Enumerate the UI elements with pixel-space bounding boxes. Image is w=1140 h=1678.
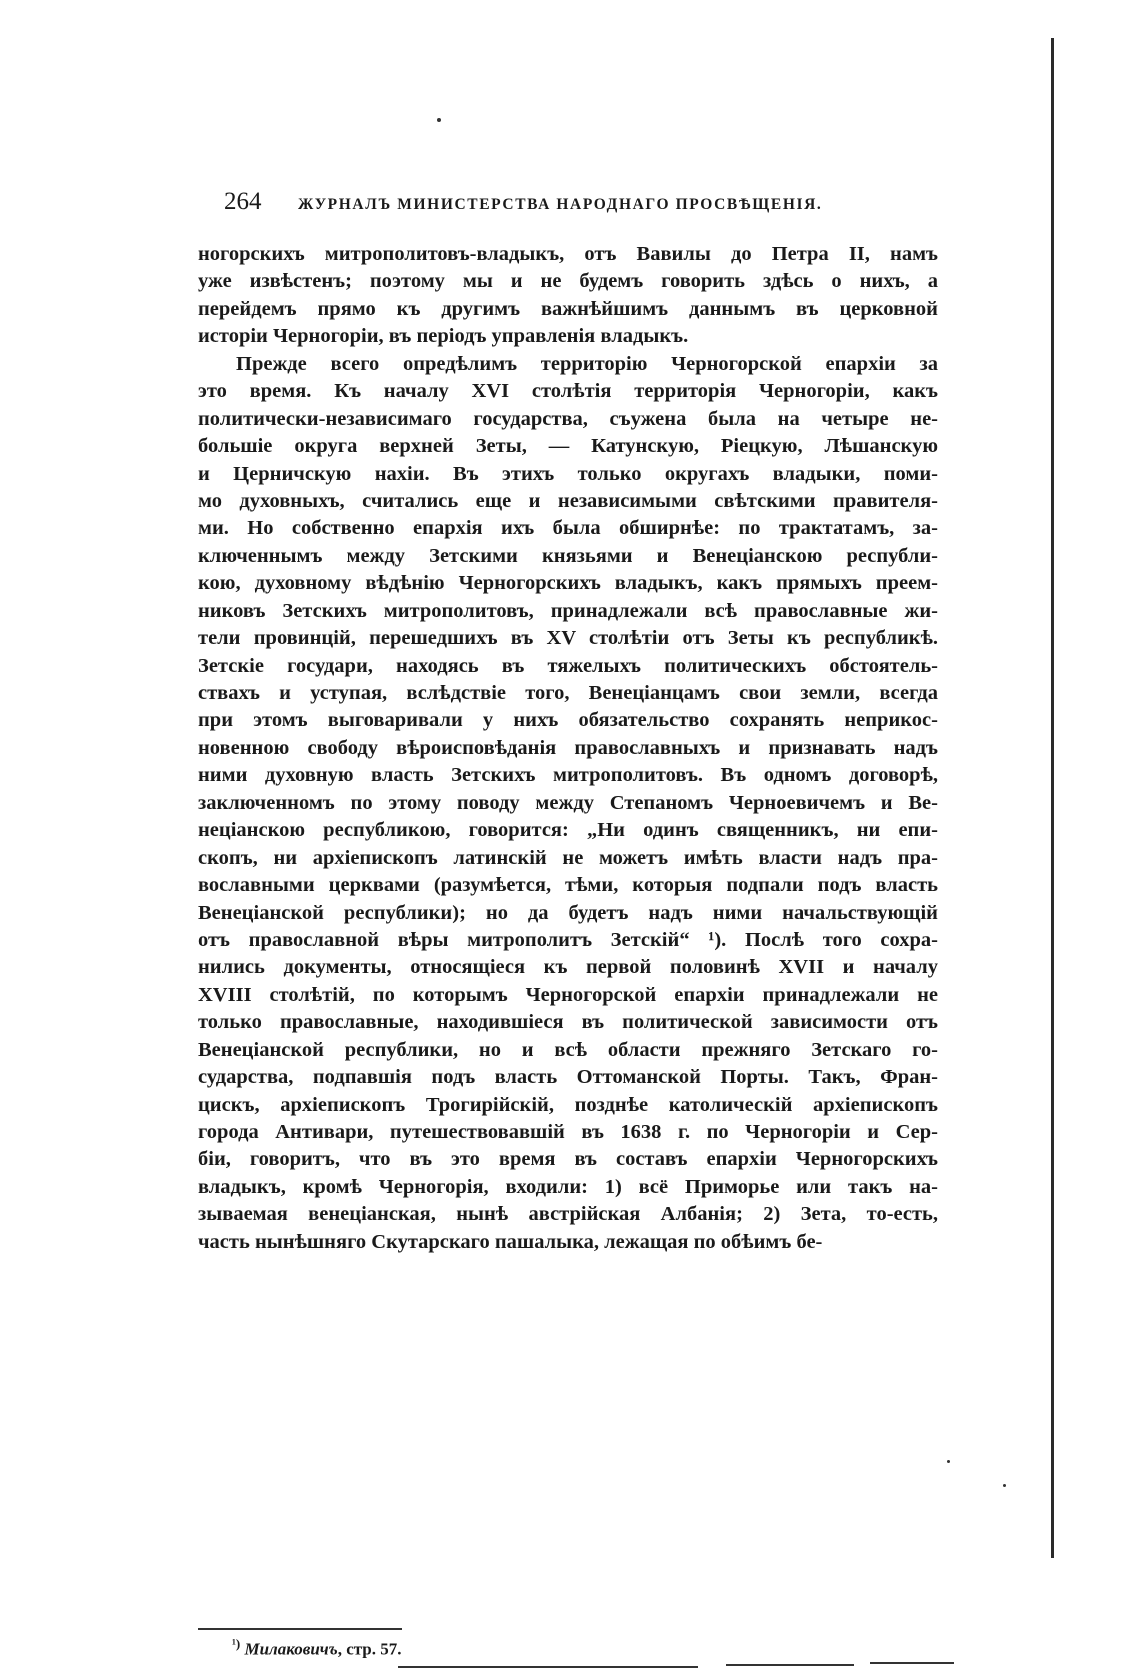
- text-line: ногорскихъ митрополитовъ-владыкъ, отъ Вавилы до Петра II, намъ: [198, 243, 938, 265]
- footnote-author: Милаковичъ: [244, 1639, 338, 1659]
- scan-bottom-rule: [726, 1664, 854, 1666]
- text-line: тели провинцій, перешедшихъ въ XV столѣтіи отъ Зеты къ республикѣ.: [198, 627, 938, 650]
- text-line: Венеціанской республики); но да будетъ надъ ними начальствующій: [198, 901, 938, 924]
- text-line: Венеціанской республики, но и всѣ области прежняго Зетскаго го-: [198, 1038, 938, 1061]
- scan-speck: [1003, 1484, 1006, 1487]
- text-line: вославными церквами (разумѣется, тѣми, которыя подпали подъ власть: [198, 874, 938, 897]
- footnote: [232, 1636, 402, 1660]
- text-line: Зетскіе государи, находясь въ тяжелыхъ политическихъ обстоятель-: [198, 654, 938, 677]
- page-number: 264: [224, 188, 262, 215]
- text-line: неціанскою республикою, говорится: „Ни одинъ священникъ, ни епи-: [198, 819, 938, 842]
- text-line: владыкъ, кромѣ Черногорія, входили: 1) всё Приморье или такъ на-: [198, 1175, 938, 1198]
- text-line: при этомъ выговаривали у нихъ обязательство сохранять неприкос-: [198, 709, 938, 732]
- text-line: это время. Къ началу XVI столѣтія территорія Черногоріи, какъ: [198, 380, 938, 403]
- scan-speck: [947, 1460, 950, 1463]
- text-line: біи, говоритъ, что въ это время въ составъ епархіи Черногорскихъ: [198, 1148, 938, 1171]
- text-line: перейдемъ прямо къ другимъ важнѣйшимъ даннымъ въ церковной: [198, 297, 938, 320]
- scan-edge-line: [1051, 38, 1054, 1558]
- text-line: кою, духовному вѣдѣнію Черногорскихъ владыкъ, какъ прямыхъ преем-: [198, 572, 938, 595]
- text-line: заключенномъ по этому поводу между Степаномъ Черноевичемъ и Ве-: [198, 791, 938, 814]
- text-line: Прежде всего опредѣлимъ территорію Черногорской епархіи за: [236, 352, 938, 375]
- text-line: уже извѣстенъ; поэтому мы и не будемъ говорить здѣсь о нихъ, а: [198, 270, 938, 293]
- text-line: XVIII столѣтій, по которымъ Черногорской епархіи принадлежали не: [198, 983, 938, 1006]
- scan-speck: [437, 118, 441, 122]
- text-line: нились документы, относящіеся къ первой половинѣ XVII и началу: [198, 956, 938, 979]
- scan-bottom-rule: [398, 1666, 698, 1668]
- text-line: мо духовныхъ, считались еще и независимыми свѣтскими правителя-: [198, 489, 938, 512]
- text-line: города Антивари, путешествовавшій въ 1638 г. по Черногоріи и Сер-: [198, 1121, 938, 1143]
- text-line: часть нынѣшняго Скутарскаго пашалыка, лежащая по обѣимъ бе-: [198, 1230, 823, 1253]
- body-text: [198, 241, 938, 1256]
- scan-bottom-rule: [870, 1662, 954, 1664]
- footnote-reference: , стр. 57.: [337, 1639, 402, 1659]
- text-line: ключеннымъ между Зетскими князьями и Венеціанскою республи-: [198, 544, 938, 567]
- text-line: политически-независимаго государства, съужена была на четыре не-: [198, 407, 938, 430]
- footnote-mark: ¹): [232, 1636, 241, 1651]
- text-line: отъ православной вѣры митрополитъ Зетскій“ ¹). Послѣ того сохра-: [198, 928, 938, 951]
- text-line: никовъ Зетскихъ митрополитовъ, принадлежали всѣ православные жи-: [198, 599, 938, 622]
- journal-title: ЖУРНАЛЪ МИНИСТЕРСТВА НАРОДНАГО ПРОСВѢЩЕНІЯ.: [298, 196, 823, 213]
- text-line: новенною свободу вѣроисповѣданія православныхъ и признавать надъ: [198, 736, 938, 759]
- text-line: ствахъ и уступая, вслѣдствіе того, Венеціанцамъ свои земли, всегда: [198, 682, 938, 704]
- text-line: большіе округа верхней Зеты, — Катунскую, Ріецкую, Лѣшанскую: [198, 435, 938, 458]
- text-line: сударства, подпавшія подъ власть Оттоманской Порты. Такъ, Фран-: [198, 1066, 938, 1089]
- text-line: и Церничскую нахіи. Въ этихъ только округахъ владыки, поми-: [198, 462, 938, 485]
- text-line: исторіи Черногоріи, въ періодъ управленія владыкъ.: [198, 325, 689, 348]
- text-line: цискъ, архіепископъ Трогирійскій, позднѣе католическій архіепископъ: [198, 1093, 938, 1116]
- text-line: зываемая венеціанская, нынѣ австрійская Албанія; 2) Зета, то-есть,: [198, 1203, 938, 1226]
- running-head: [224, 188, 924, 216]
- text-line: скопъ, ни архіепископъ латинскій не можетъ имѣть власти надъ пра-: [198, 846, 938, 869]
- text-line: ми. Но собственно епархія ихъ была обширнѣе: по трактатамъ, за-: [198, 517, 938, 540]
- footnote-separator: [198, 1628, 402, 1630]
- text-line: ними духовную власть Зетскихъ митрополитовъ. Въ одномъ договорѣ,: [198, 764, 938, 787]
- text-line: только православные, находившіеся въ политической зависимости отъ: [198, 1011, 938, 1034]
